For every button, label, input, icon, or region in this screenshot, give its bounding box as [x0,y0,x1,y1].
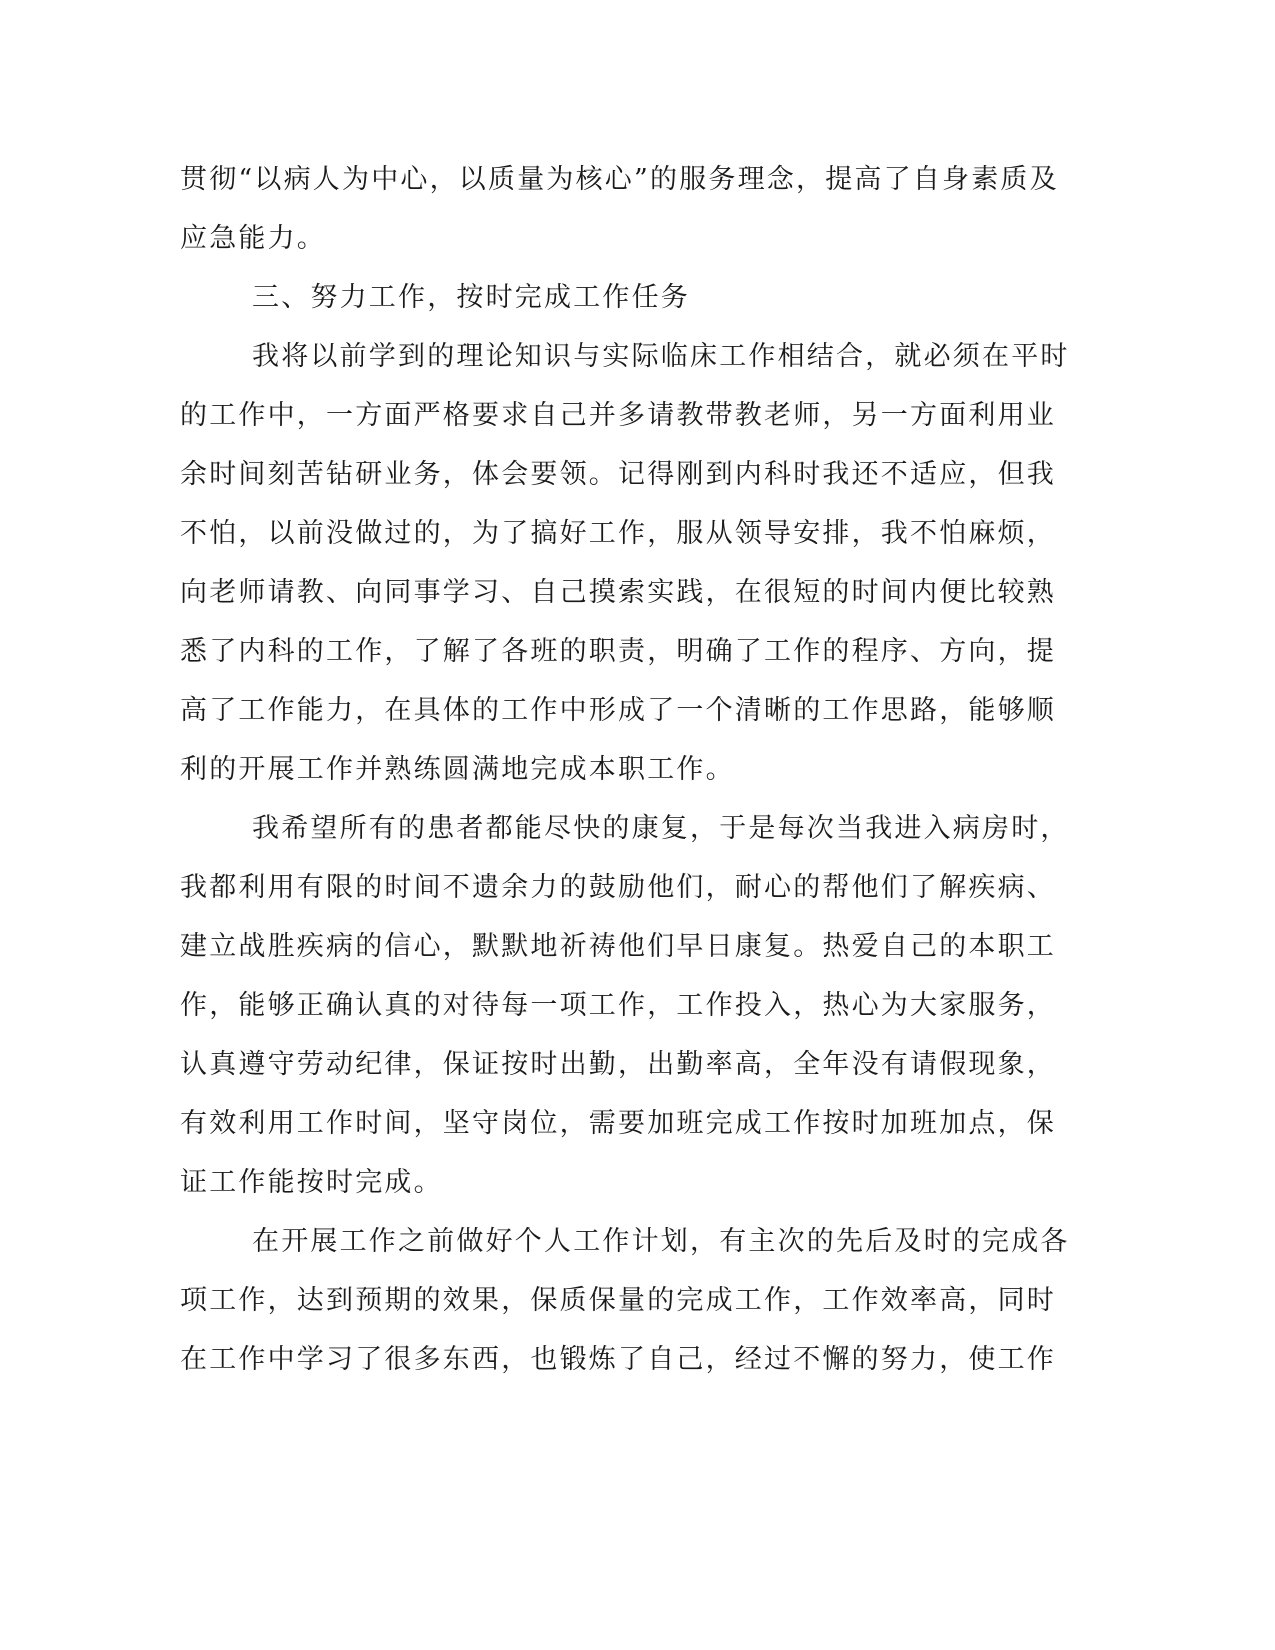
text-line: 悉了内科的工作，了解了各班的职责，明确了工作的程序、方向，提 [180,636,1056,667]
text-line: 建立战胜疾病的信心，默默地祈祷他们早日康复。热爱自己的本职工 [180,931,1056,962]
text-line: 贯彻“以病人为中心，以质量为核心”的服务理念，提高了自身素质及 [180,164,1059,195]
paragraph-first-line: 三、努力工作，按时完成工作任务 [252,282,690,313]
text-line: 作，能够正确认真的对待每一项工作，工作投入，热心为大家服务， [180,990,1056,1021]
paragraph-first-line: 我将以前学到的理论知识与实际临床工作相结合，就必须在平时 [252,341,1070,372]
paragraph-first-line: 在开展工作之前做好个人工作计划，有主次的先后及时的完成各 [252,1226,1070,1257]
text-line: 认真遵守劳动纪律，保证按时出勤，出勤率高，全年没有请假现象， [180,1049,1056,1080]
text-line: 高了工作能力，在具体的工作中形成了一个清晰的工作思路，能够顺 [180,695,1056,726]
text-line: 在工作中学习了很多东西，也锻炼了自己，经过不懈的努力，使工作 [180,1344,1056,1375]
text-line: 我都利用有限的时间不遗余力的鼓励他们，耐心的帮他们了解疾病、 [180,872,1056,903]
text-line: 利的开展工作并熟练圆满地完成本职工作。 [180,754,735,785]
text-line: 应急能力。 [180,223,326,254]
paragraph-first-line: 我希望所有的患者都能尽快的康复，于是每次当我进入病房时， [252,813,1070,844]
text-line: 向老师请教、向同事学习、自己摸索实践，在很短的时间内便比较熟 [180,577,1056,608]
text-line: 证工作能按时完成。 [180,1167,443,1198]
text-line: 有效利用工作时间，坚守岗位，需要加班完成工作按时加班加点，保 [180,1108,1056,1139]
text-line: 余时间刻苦钻研业务，体会要领。记得刚到内科时我还不适应，但我 [180,459,1056,490]
text-line: 的工作中，一方面严格要求自己并多请教带教老师，另一方面利用业 [180,400,1056,431]
document-body [180,150,1070,1389]
text-line: 项工作，达到预期的效果，保质保量的完成工作，工作效率高，同时 [180,1285,1056,1316]
text-line: 不怕，以前没做过的，为了搞好工作，服从领导安排，我不怕麻烦， [180,518,1056,549]
